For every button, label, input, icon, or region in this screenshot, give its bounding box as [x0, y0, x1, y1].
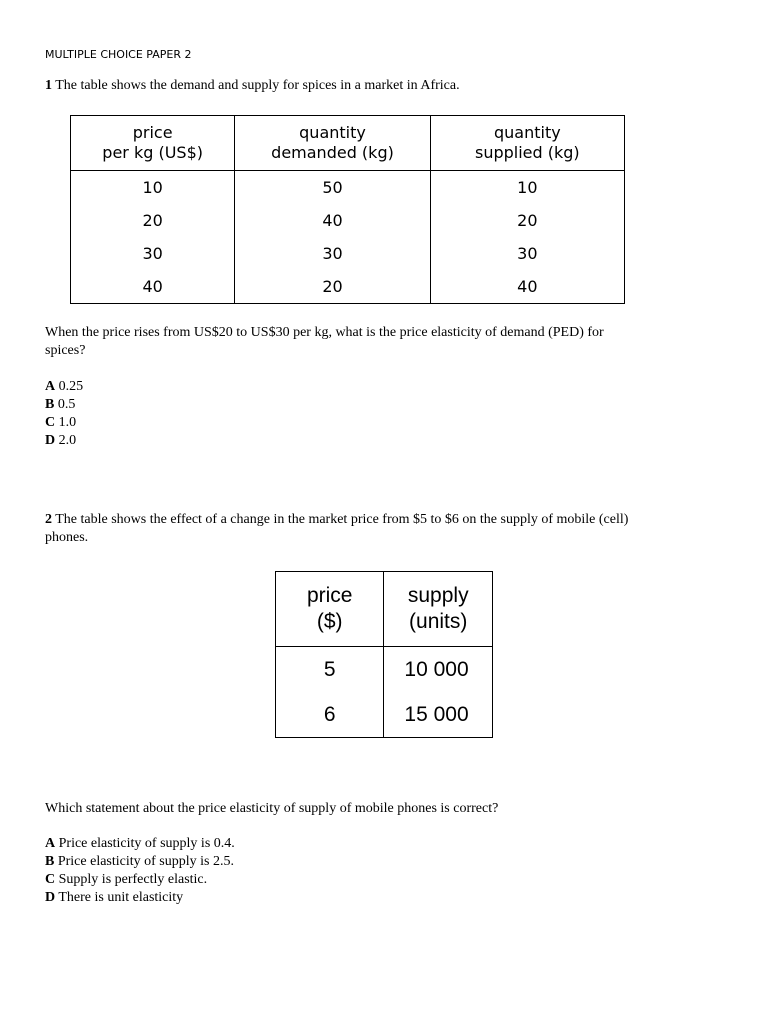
q2-price-supply-table — [275, 571, 493, 738]
option-letter: C — [45, 415, 56, 430]
q1-text: The table shows the demand and supply for spices in a market in Africa. — [55, 78, 460, 93]
q1-demand-supply-table — [70, 115, 625, 304]
table-row — [71, 171, 625, 205]
header-line: per kg (US$) — [102, 143, 203, 162]
option-letter: D — [45, 890, 56, 905]
option-d[interactable] — [45, 432, 83, 450]
table-row — [71, 204, 625, 237]
table-header-cell — [235, 116, 430, 171]
option-a[interactable] — [45, 835, 235, 853]
q2-text: The table shows the effect of a change in the market price from $5 to $6 on the supply of mobile (cell) phones. — [45, 512, 629, 545]
table-header-cell — [430, 116, 624, 171]
option-letter: B — [45, 854, 55, 869]
q2-number: 2 — [45, 512, 52, 527]
option-text: Price elasticity of supply is 2.5. — [57, 854, 234, 869]
paper-title: MULTIPLE CHOICE PAPER 2 — [45, 48, 192, 61]
table-header-cell — [71, 116, 235, 171]
table-cell: 15 000 — [384, 692, 493, 738]
q2-options — [45, 835, 235, 907]
option-text: 0.5 — [57, 397, 76, 412]
table-row — [71, 270, 625, 304]
table-header-row — [71, 116, 625, 171]
option-text: 2.0 — [58, 433, 77, 448]
option-text: Supply is perfectly elastic. — [58, 872, 208, 887]
table-cell: 10 000 — [384, 647, 493, 693]
option-d[interactable] — [45, 889, 235, 907]
option-letter: C — [45, 872, 56, 887]
header-line: quantity — [299, 123, 366, 142]
header-line: price — [132, 123, 173, 142]
option-b[interactable] — [45, 853, 235, 871]
table-header-row — [276, 572, 493, 647]
table-row — [276, 692, 493, 738]
table-cell: 6 — [276, 692, 384, 738]
table-cell: 10 — [71, 171, 235, 205]
option-text: Price elasticity of supply is 0.4. — [58, 836, 235, 851]
option-a[interactable] — [45, 378, 83, 396]
header-line: supply — [407, 584, 469, 607]
q2-intro — [45, 511, 655, 547]
table-cell: 5 — [276, 647, 384, 693]
option-text: 0.25 — [58, 379, 84, 394]
table-cell: 30 — [430, 237, 624, 270]
q1-question: When the price rises from US$20 to US$30 per kg, what is the price elasticity of demand (PED) for spices? — [45, 325, 604, 358]
table-cell: 40 — [430, 270, 624, 304]
table-cell: 40 — [71, 270, 235, 304]
table-cell: 30 — [235, 237, 430, 270]
header-line: supplied (kg) — [475, 143, 580, 162]
table-cell: 40 — [235, 204, 430, 237]
q1-options — [45, 378, 83, 450]
option-c[interactable] — [45, 414, 83, 432]
q1-number: 1 — [45, 78, 52, 93]
option-letter: D — [45, 433, 56, 448]
header-line: ($) — [316, 610, 343, 633]
option-text: There is unit elasticity — [58, 890, 184, 905]
option-b[interactable] — [45, 396, 83, 414]
table-cell: 20 — [430, 204, 624, 237]
header-line: quantity — [493, 123, 561, 142]
table-cell: 30 — [71, 237, 235, 270]
header-line: demanded (kg) — [271, 143, 394, 162]
option-letter: A — [45, 379, 56, 394]
q1-intro — [45, 77, 735, 95]
header-line: (units) — [409, 610, 468, 633]
table-header-cell — [384, 572, 493, 647]
table-row — [276, 647, 493, 693]
table-header-cell — [276, 572, 384, 647]
option-text: 1.0 — [58, 415, 77, 430]
table-cell: 20 — [235, 270, 430, 304]
table-cell: 20 — [71, 204, 235, 237]
table-cell: 50 — [235, 171, 430, 205]
table-cell: 10 — [430, 171, 624, 205]
option-letter: A — [45, 836, 56, 851]
option-letter: B — [45, 397, 55, 412]
table-row — [71, 237, 625, 270]
q2-question: Which statement about the price elasticity of supply of mobile phones is correct? — [45, 801, 499, 816]
option-c[interactable] — [45, 871, 235, 889]
header-line: price — [306, 584, 353, 607]
